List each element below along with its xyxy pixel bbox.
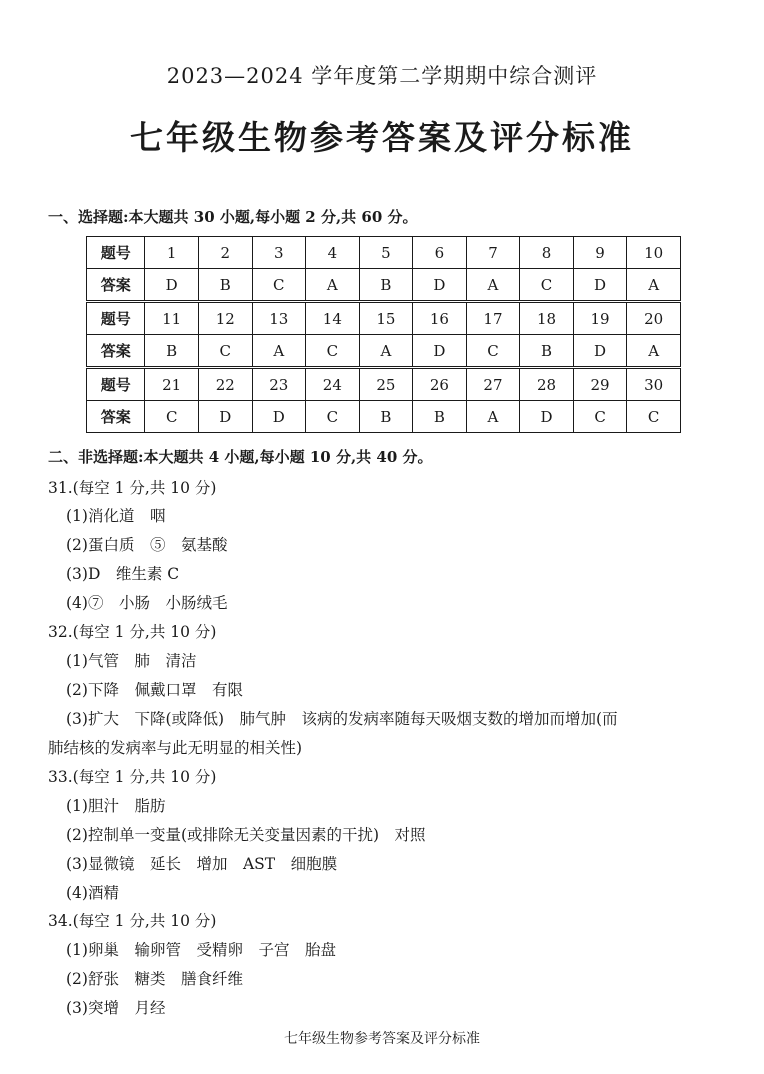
- answer-row: [87, 269, 681, 302]
- question-number-cell: 20: [627, 302, 681, 335]
- q32-answer-2: (2)下降 佩戴口罩 有限: [66, 681, 243, 699]
- question-number-cell: 2: [198, 237, 252, 269]
- answer-cell: D: [413, 335, 467, 368]
- answer-cell: C: [520, 269, 574, 302]
- q31-answer-1: (1)消化道 咽: [66, 507, 166, 525]
- q33-answer-1: (1)胆汁 脂肪: [66, 797, 166, 815]
- row-header-answer: 答案: [87, 269, 145, 302]
- answer-cell: A: [466, 401, 520, 433]
- question-number-cell: 8: [520, 237, 574, 269]
- question-number-cell: 28: [520, 368, 574, 401]
- answer-cell: B: [413, 401, 467, 433]
- q32-answer-1: (1)气管 肺 清洁: [66, 652, 197, 670]
- answer-cell: B: [359, 401, 413, 433]
- choice-answer-table: [86, 236, 681, 433]
- answer-cell: B: [198, 269, 252, 302]
- answer-cell: C: [306, 401, 360, 433]
- answer-cell: D: [413, 269, 467, 302]
- question-number-cell: 21: [145, 368, 199, 401]
- q32-label: 32.(每空 1 分,共 10 分): [48, 623, 217, 641]
- page-footer: 七年级生物参考答案及评分标准: [284, 1031, 480, 1047]
- question-number-cell: 30: [627, 368, 681, 401]
- q31-label: 31.(每空 1 分,共 10 分): [48, 479, 217, 497]
- q32-answer-3-cont: 肺结核的发病率与此无明显的相关性): [48, 739, 303, 757]
- q33-answer-2: (2)控制单一变量(或排除无关变量因素的干扰) 对照: [66, 826, 426, 844]
- question-number-cell: 27: [466, 368, 520, 401]
- q31-answer-4: (4)⑦ 小肠 小肠绒毛: [66, 594, 228, 612]
- q33-label: 33.(每空 1 分,共 10 分): [48, 768, 217, 786]
- question-number-cell: 4: [306, 237, 360, 269]
- question-number-cell: 24: [306, 368, 360, 401]
- row-header-number: 题号: [87, 237, 145, 269]
- question-number-cell: 6: [413, 237, 467, 269]
- answer-cell: D: [145, 269, 199, 302]
- answer-cell: D: [252, 401, 306, 433]
- question-number-cell: 13: [252, 302, 306, 335]
- question-number-row: [87, 302, 681, 335]
- exam-term-title: 2023—2024 学年度第二学期期中综合测评: [166, 64, 598, 88]
- question-number-cell: 11: [145, 302, 199, 335]
- row-header-answer: 答案: [87, 401, 145, 433]
- row-header-answer: 答案: [87, 335, 145, 368]
- answer-cell: C: [306, 335, 360, 368]
- q33-answer-4: (4)酒精: [66, 884, 119, 902]
- question-number-cell: 9: [573, 237, 627, 269]
- question-number-cell: 23: [252, 368, 306, 401]
- q33-answer-3: (3)显微镜 延长 增加 AST 细胞膜: [66, 855, 338, 873]
- question-number-cell: 18: [520, 302, 574, 335]
- answer-cell: A: [466, 269, 520, 302]
- question-number-cell: 29: [573, 368, 627, 401]
- question-number-cell: 14: [306, 302, 360, 335]
- answer-cell: D: [198, 401, 252, 433]
- question-number-cell: 5: [359, 237, 413, 269]
- question-number-cell: 19: [573, 302, 627, 335]
- answer-cell: C: [573, 401, 627, 433]
- answer-row: [87, 401, 681, 433]
- q31-answer-3: (3)D 维生素 C: [66, 565, 180, 583]
- question-number-cell: 12: [198, 302, 252, 335]
- q32-answer-3: (3)扩大 下降(或降低) 肺气肿 该病的发病率随每天吸烟支数的增加而增加(而: [66, 710, 618, 728]
- answer-cell: D: [573, 269, 627, 302]
- answer-cell: C: [145, 401, 199, 433]
- answer-cell: A: [627, 335, 681, 368]
- question-number-cell: 10: [627, 237, 681, 269]
- answer-cell: C: [252, 269, 306, 302]
- section2-title: 二、非选择题:本大题共 4 小题,每小题 10 分,共 40 分。: [48, 448, 433, 466]
- answer-cell: D: [573, 335, 627, 368]
- answer-row: [87, 335, 681, 368]
- q34-answer-1: (1)卵巢 输卵管 受精卵 子宫 胎盘: [66, 941, 336, 959]
- question-number-cell: 25: [359, 368, 413, 401]
- question-number-cell: 16: [413, 302, 467, 335]
- question-number-cell: 22: [198, 368, 252, 401]
- question-number-cell: 15: [359, 302, 413, 335]
- question-number-row: [87, 368, 681, 401]
- answer-cell: B: [359, 269, 413, 302]
- answer-cell: A: [306, 269, 360, 302]
- answer-cell: C: [198, 335, 252, 368]
- row-header-number: 题号: [87, 302, 145, 335]
- section1-title: 一、选择题:本大题共 30 小题,每小题 2 分,共 60 分。: [48, 208, 418, 226]
- q34-answer-2: (2)舒张 糖类 膳食纤维: [66, 970, 243, 988]
- question-number-cell: 7: [466, 237, 520, 269]
- q34-answer-3: (3)突增 月经: [66, 999, 166, 1017]
- question-number-cell: 3: [252, 237, 306, 269]
- question-number-row: [87, 237, 681, 269]
- row-header-number: 题号: [87, 368, 145, 401]
- page-title: 七年级生物参考答案及评分标准: [130, 118, 634, 157]
- answer-cell: A: [359, 335, 413, 368]
- q31-answer-2: (2)蛋白质 ⑤ 氨基酸: [66, 536, 228, 554]
- answer-cell: C: [466, 335, 520, 368]
- q34-label: 34.(每空 1 分,共 10 分): [48, 912, 217, 930]
- answer-cell: A: [627, 269, 681, 302]
- answer-cell: C: [627, 401, 681, 433]
- answer-cell: D: [520, 401, 574, 433]
- answer-cell: B: [520, 335, 574, 368]
- question-number-cell: 17: [466, 302, 520, 335]
- question-number-cell: 26: [413, 368, 467, 401]
- answer-cell: B: [145, 335, 199, 368]
- answer-cell: A: [252, 335, 306, 368]
- question-number-cell: 1: [145, 237, 199, 269]
